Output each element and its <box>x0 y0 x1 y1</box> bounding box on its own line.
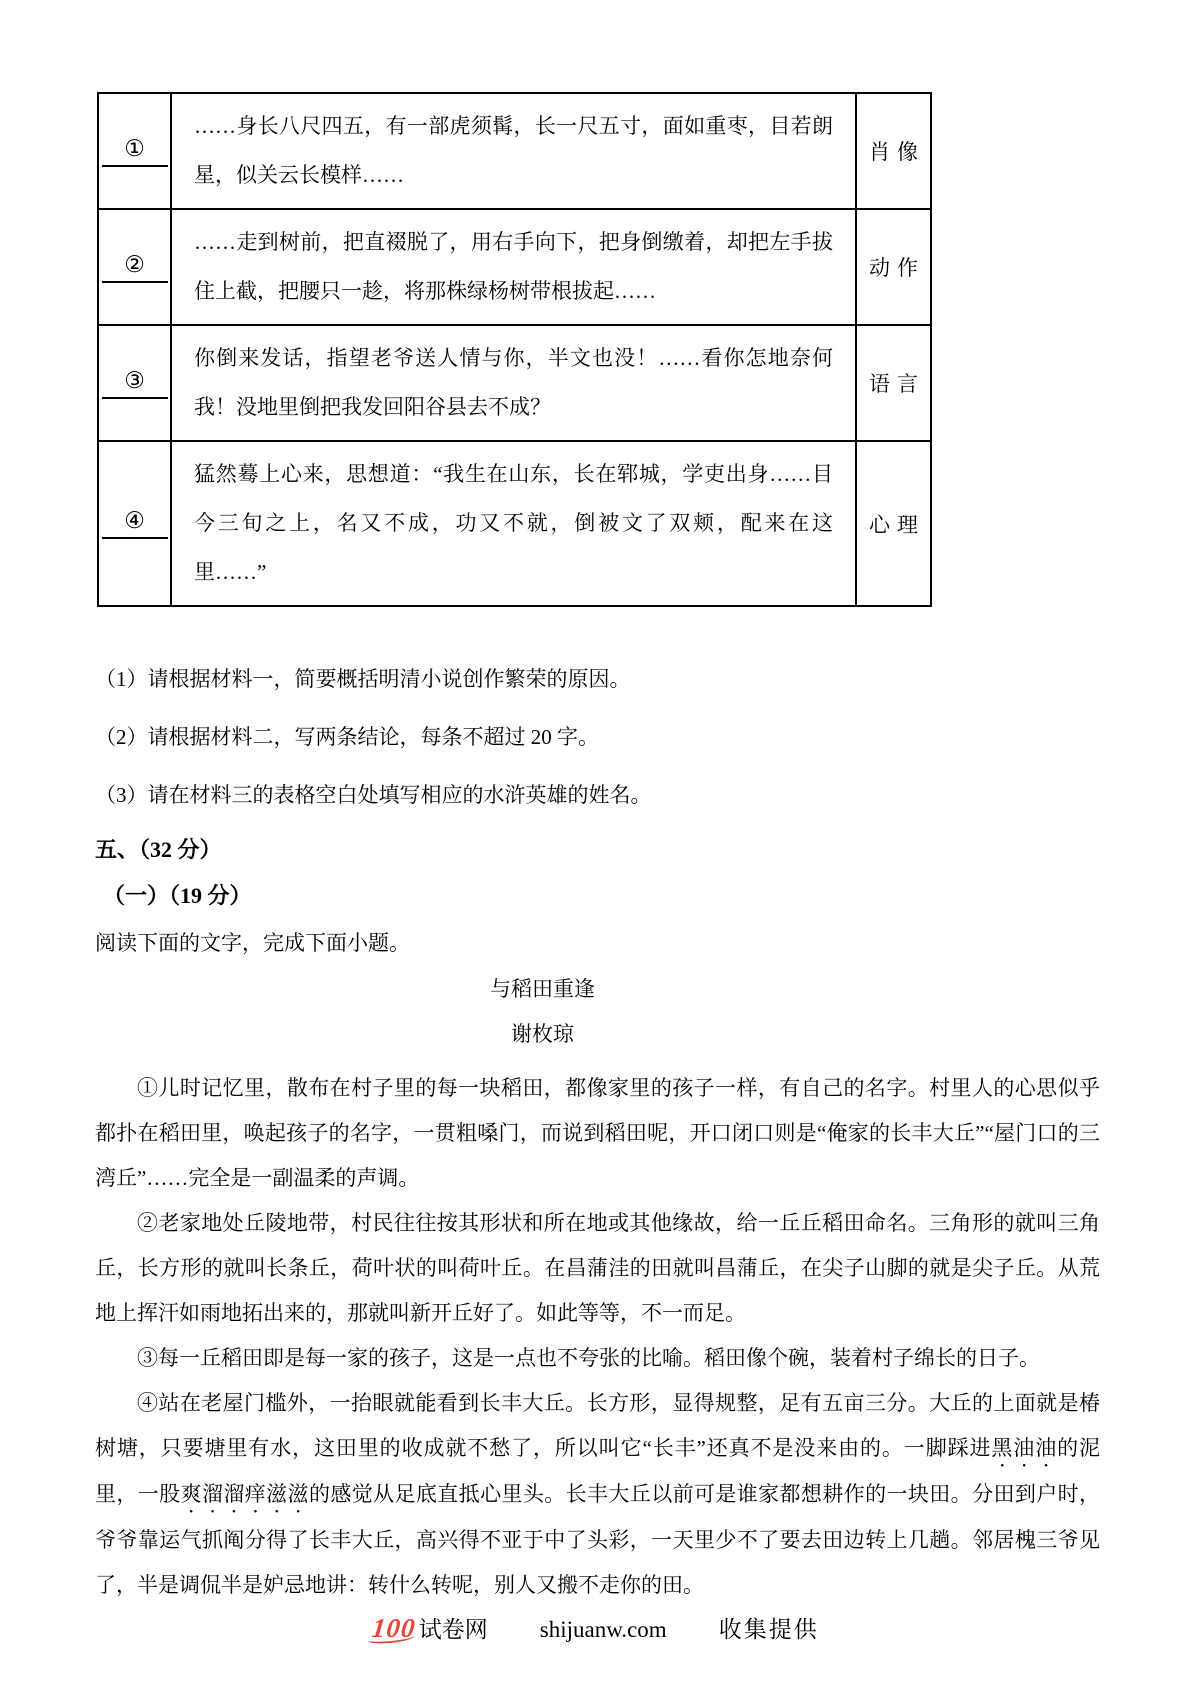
answer-blank-cell <box>98 325 171 441</box>
site-logo <box>372 1611 488 1644</box>
para4-segment: 的感觉从足底直抵心里头。长丰大丘以前可是谁家都想耕作的一块田。分田到户时，爷爷靠运气抓阄分得了长丰大丘，高兴得不亚于中了头彩，一天里少不了要去田边转上几趟。邻居槐三爷见了，半是调侃半是妒忌地讲：转什么转呢，别人又搬不走你的田。 <box>95 1482 1101 1597</box>
essay-para-2: ②老家地处丘陵地带，村民往往按其形状和所在地或其他缘故，给一丘丘稻田命名。三角形的就叫三角丘，长方形的就叫长条丘，荷叶状的叫荷叶丘。在昌蒲洼的田就叫昌蒲丘，在尖子山脚的就是尖子丘。从荒地上挥汗如雨地拓出来的，那就叫新开丘好了。如此等等，不一而足。 <box>95 1211 1100 1325</box>
site-logo-name: 试卷网 <box>418 1617 488 1642</box>
answer-blank: ③ <box>102 368 168 399</box>
section-5-heading: 五、（32 分） <box>95 837 222 862</box>
answer-blank: ② <box>102 252 168 283</box>
answer-blank: ① <box>102 136 168 167</box>
logo-100-icon: 100 <box>370 1613 418 1643</box>
quote-cell: 你倒来发话，指望老爷送人情与你，半文也没！……看你怎地奈何我！没地里倒把我发回阳谷县去不成？ <box>171 325 856 441</box>
answer-blank-cell <box>98 441 171 606</box>
question-3: （3）请在材料三的表格空白处填写相应的水浒英雄的姓名。 <box>95 783 652 807</box>
question-1: （1）请根据材料一，简要概括明清小说创作繁荣的原因。 <box>95 667 631 691</box>
quote-cell: 猛然蓦上心来，思想道：“我生在山东，长在郓城，学吏出身……目今三旬之上，名又不成，功又不就，倒被文了双颊，配来在这里……” <box>171 441 856 606</box>
para4-emphasis: 爽溜溜痒滋滋 <box>180 1482 309 1506</box>
quote-cell: ……走到树前，把直裰脱了，用右手向下，把身倒缴着，却把左手拔住上截，把腰只一趁，将那株绿杨树带根拔起…… <box>171 209 856 325</box>
essay-para-3: ③每一丘稻田即是每一家的孩子，这是一点也不夸张的比喻。稻田像个碗，装着村子绵长的日子。 <box>137 1346 1040 1370</box>
answer-blank: ④ <box>102 508 168 539</box>
material-table <box>97 92 932 607</box>
site-domain: shijuanw.com <box>539 1617 667 1642</box>
reading-instruction: 阅读下面的文字，完成下面小题。 <box>95 931 410 955</box>
type-cell: 语言 <box>856 325 931 441</box>
essay-author: 谢枚琼 <box>511 1022 574 1046</box>
essay-title: 与稻田重逢 <box>490 977 595 1001</box>
type-cell: 肖像 <box>856 93 931 209</box>
type-cell: 心理 <box>856 441 931 606</box>
table-row <box>98 325 931 441</box>
essay-body <box>95 1066 1100 1608</box>
table-row <box>98 209 931 325</box>
para4-emphasis: 黑油油 <box>991 1436 1058 1460</box>
answer-blank-cell <box>98 209 171 325</box>
answer-blank-cell <box>98 93 171 209</box>
table-row <box>98 441 931 606</box>
table-row <box>98 93 931 209</box>
essay-para-4 <box>95 1381 1100 1608</box>
para4-segment: ④站在老屋门槛外，一抬眼就能看到长丰大丘。长方形，显得规整，足有五亩三分。大丘的上面就是椿树塘，只要塘里有水，这田里的收成就不愁了，所以叫它“长丰”还真不是没来由的。一脚踩进 <box>95 1391 1100 1460</box>
footer-note: 收集提供 <box>718 1617 819 1642</box>
essay-para-1: ①儿时记忆里，散布在村子里的每一块稻田，都像家里的孩子一样，有自己的名字。村里人的心思似乎都扑在稻田里，唤起孩子的名字，一贯粗嗓门，而说到稻田呢，开口闭口则是“俺家的长丰大丘”“屋门口的三湾丘”……完全是一副温柔的声调。 <box>95 1076 1100 1190</box>
footer <box>0 1611 1191 1644</box>
part-1-heading: （一）（19 分） <box>103 883 252 908</box>
question-2: （2）请根据材料二，写两条结论，每条不超过 20 字。 <box>95 725 599 749</box>
para4-segment: 的泥里，一股 <box>95 1436 1101 1506</box>
quote-cell: ……身长八尺四五，有一部虎须髯，长一尺五寸，面如重枣，目若朗星，似关云长模样…… <box>171 93 856 209</box>
type-cell: 动作 <box>856 209 931 325</box>
